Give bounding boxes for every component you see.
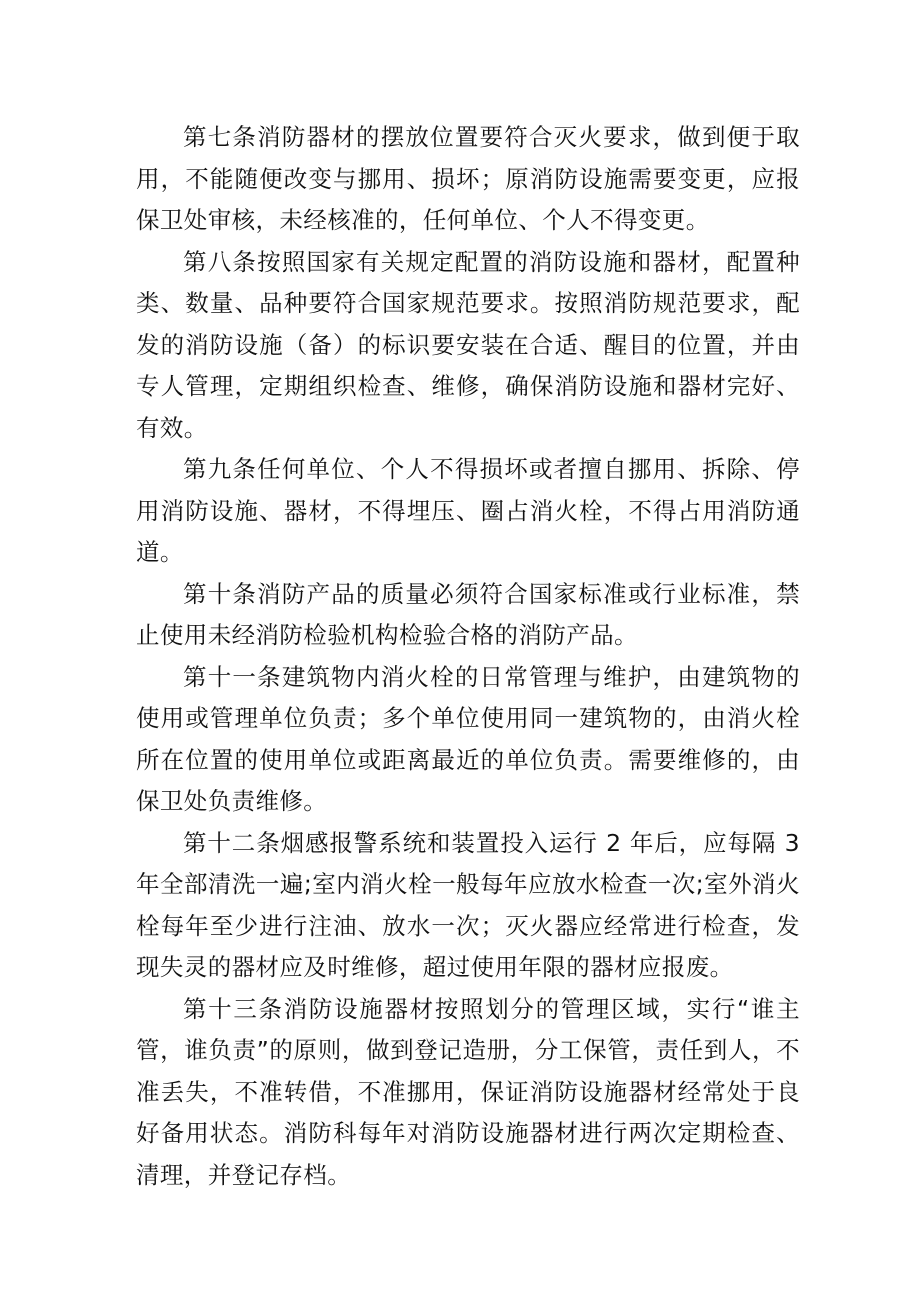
article-12-paragraph: 第十二条烟感报警系统和装置投入运行 2 年后，应每隔 3 年全部清洗一遍;室内消火栓一般每年应放水检查一次;室外消火栓每年至少进行注油、放水一次；灭火器应经常进行检查，发现失灵的器材应及时维修，超过使用年限的器材应报废。 [136,828,800,981]
article-7-paragraph: 第七条消防器材的摆放位置要符合灭火要求，做到便于取用，不能随便改变与挪用、损坏；原消防设施需要变更，应报保卫处审核，未经核准的，任何单位、个人不得变更。 [136,123,800,234]
article-10-paragraph: 第十条消防产品的质量必须符合国家标准或行业标准，禁止使用未经消防检验机构检验合格的消防产品。 [136,579,800,649]
article-11-paragraph: 第十一条建筑物内消火栓的日常管理与维护，由建筑物的使用或管理单位负责；多个单位使用同一建筑物的，由消火栓所在位置的使用单位或距离最近的单位负责。需要维修的，由保卫处负责维修。 [136,662,800,815]
document-body [136,117,800,1196]
article-8-paragraph: 第八条按照国家有关规定配置的消防设施和器材，配置种类、数量、品种要符合国家规范要求。按照消防规范要求，配发的消防设施（备）的标识要安装在合适、醒目的位置，并由专人管理，定期组织检查、维修，确保消防设施和器材完好、有效。 [136,247,800,442]
article-9-paragraph: 第九条任何单位、个人不得损坏或者擅自挪用、拆除、停用消防设施、器材，不得埋压、圈占消火栓，不得占用消防通道。 [136,455,800,566]
article-13-paragraph: 第十三条消防设施器材按照划分的管理区域，实行“谁主管，谁负责”的原则，做到登记造册，分工保管，责任到人，不准丢失，不准转借，不准挪用，保证消防设施器材经常处于良好备用状态。消防科每年对消防设施器材进行两次定期检查、清理，并登记存档。 [136,994,800,1189]
